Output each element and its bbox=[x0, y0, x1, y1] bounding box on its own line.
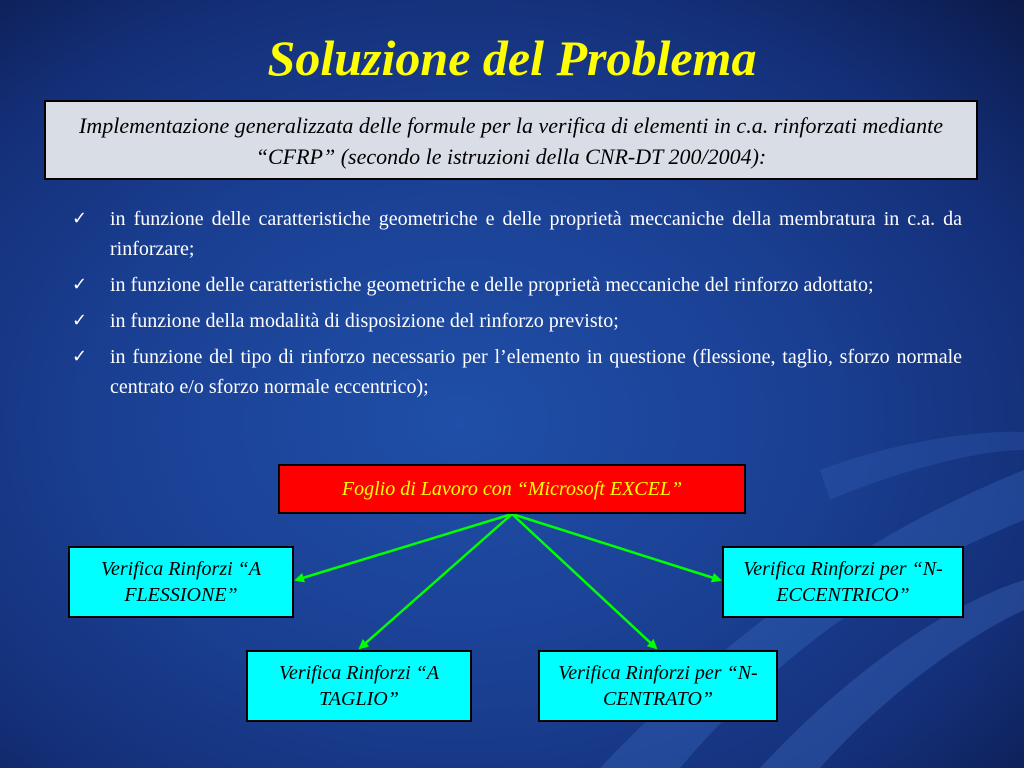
checkmark-icon: ✓ bbox=[72, 310, 88, 331]
n-centrato-box: Verifica Rinforzi per “N-CENTRATO” bbox=[538, 650, 778, 722]
flessione-box: Verifica Rinforzi “A FLESSIONE” bbox=[68, 546, 294, 618]
taglio-box: Verifica Rinforzi “A TAGLIO” bbox=[246, 650, 472, 722]
summary-box: Implementazione generalizzata delle formule per la verifica di elementi in c.a. rinforzati mediante “CFRP” (secondo le istruzioni della CNR-DT 200/2004): bbox=[44, 100, 978, 180]
list-item-text: in funzione del tipo di rinforzo necessario per l’elemento in questione (flessione, taglio, sforzo normale centrato e/o sforzo normale eccentrico); bbox=[110, 346, 962, 398]
list-item-text: in funzione delle caratteristiche geometriche e delle proprietà meccaniche del rinforzo adottato; bbox=[110, 274, 874, 296]
arrow-to-taglio bbox=[360, 514, 512, 648]
list-item-text: in funzione delle caratteristiche geometriche e delle proprietà meccaniche della membratura in c.a. da rinforzare; bbox=[110, 208, 962, 260]
n-eccentrico-box: Verifica Rinforzi per “N-ECCENTRICO” bbox=[722, 546, 964, 618]
arrow-to-centrato bbox=[512, 514, 656, 648]
slide-title: Soluzione del Problema bbox=[267, 30, 757, 86]
checkmark-icon: ✓ bbox=[72, 208, 88, 229]
list-item-text: in funzione della modalità di disposizione del rinforzo previsto; bbox=[110, 310, 619, 332]
excel-worksheet-box: Foglio di Lavoro con “Microsoft EXCEL” bbox=[278, 464, 746, 514]
arrow-to-eccentrico bbox=[512, 514, 720, 580]
checkmark-icon: ✓ bbox=[72, 274, 88, 295]
checkmark-icon: ✓ bbox=[72, 346, 88, 367]
arrow-to-flessione bbox=[296, 514, 512, 580]
